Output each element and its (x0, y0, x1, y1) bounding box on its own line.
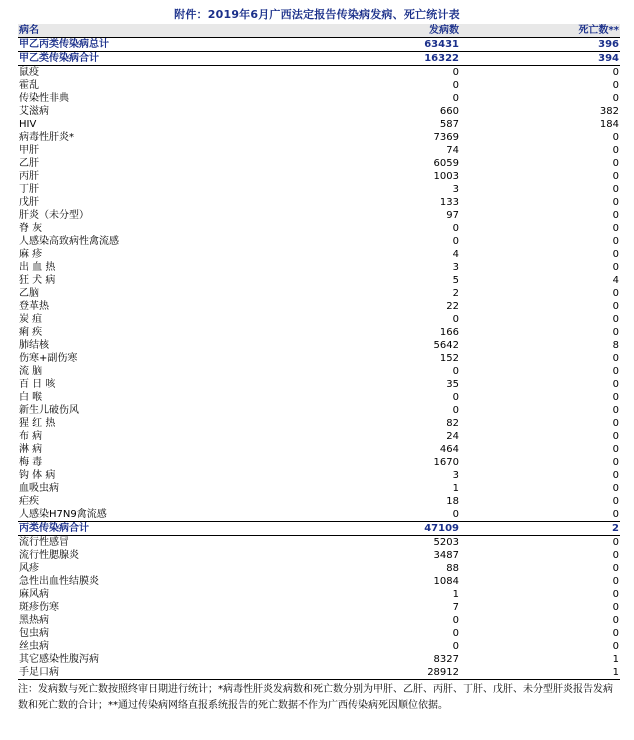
disease-name-cell: 淋 病 (19, 444, 43, 455)
deaths-cell: 0 (612, 210, 619, 221)
disease-name-cell: 疟疾 (19, 496, 39, 507)
cases-cell: 7369 (433, 132, 459, 143)
column-header-disease: 病名 (18, 24, 336, 38)
cases-cell: 47109 (336, 522, 460, 536)
disease-name-cell: 乙脑 (19, 288, 39, 299)
disease-name-cell: 布 病 (19, 431, 43, 442)
table-row (18, 640, 620, 653)
disease-name-cell: 炭 疽 (19, 314, 43, 325)
table-row (18, 562, 620, 575)
cases-cell: 5203 (433, 537, 459, 548)
footnote: 注：发病数与死亡数按照终审日期进行统计；*病毒性肝炎发病数和死亡数分别为甲肝、乙肝、丙肝、丁肝、戊肝、未分型肝炎报告发病数和死亡数的合计；**通过传染病网络直报系统报告的死亡数据不作为广西传染病死因顺位依据。 (18, 684, 613, 711)
cases-cell: 1084 (433, 576, 459, 587)
deaths-cell: 0 (612, 576, 619, 587)
deaths-cell: 0 (612, 158, 619, 169)
table-row (18, 313, 620, 326)
table-row (18, 38, 620, 52)
deaths-cell: 396 (460, 38, 620, 52)
cases-cell: 63431 (336, 38, 460, 52)
cases-cell: 0 (452, 366, 459, 377)
cases-cell: 35 (446, 379, 459, 390)
cases-cell: 74 (446, 145, 459, 156)
disease-name-cell: 伤寒+副伤寒 (19, 353, 78, 364)
cases-cell: 2 (452, 288, 459, 299)
cases-cell: 166 (439, 327, 459, 338)
table-row (18, 430, 620, 443)
cases-cell: 8327 (433, 654, 459, 665)
table-row (18, 144, 620, 157)
table-row (18, 365, 620, 378)
cases-cell: 16322 (336, 52, 460, 66)
cases-cell: 5 (452, 275, 459, 286)
disease-name-cell: 戊肝 (19, 197, 39, 208)
deaths-cell: 0 (612, 496, 619, 507)
deaths-cell: 0 (612, 509, 619, 520)
disease-name-cell: 狂 犬 病 (19, 275, 56, 286)
table-row (18, 118, 620, 131)
disease-name-cell: 肺结核 (19, 340, 49, 351)
table-row (18, 495, 620, 508)
deaths-cell: 0 (612, 470, 619, 481)
cases-cell: 0 (452, 628, 459, 639)
table-row (18, 508, 620, 522)
cases-cell: 0 (452, 392, 459, 403)
disease-name-cell: 鼠疫 (18, 66, 336, 80)
table-row (18, 52, 620, 66)
table-row (18, 522, 620, 536)
disease-name-cell: 流行性腮腺炎 (19, 550, 79, 561)
deaths-cell: 1 (460, 666, 620, 680)
disease-name-cell: 登革热 (19, 301, 49, 312)
disease-name-cell: 梅 毒 (19, 457, 43, 468)
cases-cell: 0 (336, 66, 460, 80)
disease-name-cell: 白 喉 (19, 392, 43, 403)
disease-name-cell: 包虫病 (19, 628, 49, 639)
deaths-cell: 382 (599, 106, 619, 117)
deaths-cell: 0 (612, 262, 619, 273)
cases-cell: 18 (446, 496, 459, 507)
table-row (18, 404, 620, 417)
disease-name-cell: 霍乱 (19, 80, 39, 91)
disease-name-cell: 猩 红 热 (19, 418, 56, 429)
cases-cell: 1 (452, 483, 459, 494)
cases-cell: 28912 (336, 666, 460, 680)
disease-name-cell: 甲肝 (19, 145, 39, 156)
table-row (18, 588, 620, 601)
cases-cell: 3487 (433, 550, 459, 561)
disease-name-cell: 丙肝 (19, 171, 39, 182)
table-row (18, 575, 620, 588)
deaths-cell: 4 (612, 275, 619, 286)
deaths-cell: 0 (612, 288, 619, 299)
deaths-cell: 0 (612, 405, 619, 416)
cases-cell: 0 (452, 509, 459, 520)
table-row (18, 653, 620, 666)
deaths-cell: 0 (612, 537, 619, 548)
disease-name-cell: 丝虫病 (19, 641, 49, 652)
table-row (18, 378, 620, 391)
disease-name-cell: HIV (19, 119, 37, 130)
cases-cell: 133 (439, 197, 459, 208)
cases-cell: 587 (439, 119, 459, 130)
deaths-cell: 0 (612, 223, 619, 234)
disease-name-cell: 流 脑 (19, 366, 43, 377)
deaths-cell: 0 (612, 550, 619, 561)
cases-cell: 3 (452, 470, 459, 481)
deaths-cell: 0 (612, 589, 619, 600)
disease-name-cell: 血吸虫病 (19, 483, 59, 494)
disease-name-cell: 钩 体 病 (19, 470, 56, 481)
table-row (18, 456, 620, 469)
deaths-cell: 0 (612, 93, 619, 104)
deaths-cell: 0 (612, 171, 619, 182)
deaths-cell: 8 (612, 340, 619, 351)
disease-name-cell: 出 血 热 (19, 262, 56, 273)
disease-name-cell: 甲乙丙类传染病总计 (18, 38, 336, 52)
table-row (18, 536, 620, 550)
table-row (18, 248, 620, 261)
table-body (18, 38, 620, 680)
table-row (18, 183, 620, 196)
disease-name-cell: 丁肝 (19, 184, 39, 195)
table-row (18, 92, 620, 105)
deaths-cell: 2 (460, 522, 620, 536)
deaths-cell: 0 (612, 563, 619, 574)
disease-name-cell: 丙类传染病合计 (18, 522, 336, 536)
table-row (18, 170, 620, 183)
deaths-cell: 0 (612, 301, 619, 312)
deaths-cell: 0 (612, 197, 619, 208)
deaths-cell: 0 (612, 249, 619, 260)
table-row (18, 417, 620, 430)
cases-cell: 0 (452, 236, 459, 247)
cases-cell: 7 (452, 602, 459, 613)
table-row (18, 196, 620, 209)
cases-cell: 0 (452, 93, 459, 104)
deaths-cell: 0 (612, 353, 619, 364)
table-row (18, 222, 620, 235)
cases-cell: 22 (446, 301, 459, 312)
cases-cell: 464 (439, 444, 459, 455)
disease-name-cell: 病毒性肝炎* (19, 132, 74, 143)
table-row (18, 627, 620, 640)
cases-cell: 4 (452, 249, 459, 260)
deaths-cell: 0 (612, 431, 619, 442)
table-row (18, 443, 620, 456)
table-row (18, 666, 620, 680)
disease-statistics-table (18, 24, 620, 680)
deaths-cell: 0 (612, 366, 619, 377)
deaths-cell: 0 (612, 314, 619, 325)
cases-cell: 1670 (433, 457, 459, 468)
table-row (18, 300, 620, 313)
deaths-cell: 0 (612, 444, 619, 455)
deaths-cell: 0 (612, 132, 619, 143)
deaths-cell: 0 (612, 615, 619, 626)
column-header-deaths: 死亡数** (460, 24, 620, 38)
disease-name-cell: 人感染H7N9禽流感 (19, 509, 107, 520)
table-row (18, 261, 620, 274)
cases-cell: 1 (452, 589, 459, 600)
cases-cell: 0 (452, 223, 459, 234)
deaths-cell: 0 (612, 418, 619, 429)
disease-name-cell: 乙肝 (19, 158, 39, 169)
table-row (18, 614, 620, 627)
disease-name-cell: 新生儿破伤风 (19, 405, 79, 416)
disease-name-cell: 麻 疹 (19, 249, 43, 260)
deaths-cell: 0 (612, 392, 619, 403)
table-row (18, 326, 620, 339)
disease-name-cell: 风疹 (19, 563, 39, 574)
table-row (18, 339, 620, 352)
cases-cell: 0 (452, 80, 459, 91)
cases-cell: 0 (452, 314, 459, 325)
table-row (18, 105, 620, 118)
table-row (18, 287, 620, 300)
table-row (18, 352, 620, 365)
cases-cell: 97 (446, 210, 459, 221)
disease-name-cell: 流行性感冒 (19, 537, 69, 548)
table-row (18, 209, 620, 222)
disease-name-cell: 其它感染性腹泻病 (19, 654, 99, 665)
disease-name-cell: 甲乙类传染病合计 (18, 52, 336, 66)
cases-cell: 3 (452, 262, 459, 273)
table-row (18, 131, 620, 144)
deaths-cell: 0 (612, 641, 619, 652)
cases-cell: 5642 (433, 340, 459, 351)
table-row (18, 79, 620, 92)
cases-cell: 152 (439, 353, 459, 364)
disease-name-cell: 黑热病 (19, 615, 49, 626)
table-row (18, 482, 620, 495)
cases-cell: 0 (452, 405, 459, 416)
deaths-cell: 0 (612, 483, 619, 494)
cases-cell: 24 (446, 431, 459, 442)
cases-cell: 82 (446, 418, 459, 429)
cases-cell: 660 (439, 106, 459, 117)
deaths-cell: 0 (612, 80, 619, 91)
deaths-cell: 0 (612, 236, 619, 247)
deaths-cell: 0 (460, 66, 620, 80)
disease-name-cell: 斑疹伤寒 (19, 602, 59, 613)
disease-name-cell: 痢 疾 (19, 327, 43, 338)
deaths-cell: 1 (612, 654, 619, 665)
disease-name-cell: 传染性非典 (19, 93, 69, 104)
table-row (18, 66, 620, 80)
cases-cell: 0 (452, 615, 459, 626)
table-row (18, 601, 620, 614)
table-row (18, 469, 620, 482)
document-title: 附件：2019年6月广西法定报告传染病发病、死亡统计表 (174, 8, 460, 21)
deaths-cell: 394 (460, 52, 620, 66)
deaths-cell: 184 (599, 119, 619, 130)
table-row (18, 235, 620, 248)
disease-name-cell: 艾滋病 (19, 106, 49, 117)
deaths-cell: 0 (612, 327, 619, 338)
deaths-cell: 0 (612, 379, 619, 390)
cases-cell: 1003 (433, 171, 459, 182)
deaths-cell: 0 (612, 457, 619, 468)
deaths-cell: 0 (612, 628, 619, 639)
table-row (18, 391, 620, 404)
column-header-cases: 发病数 (336, 24, 460, 38)
disease-name-cell: 人感染高致病性禽流感 (19, 236, 119, 247)
disease-name-cell: 脊 灰 (19, 223, 43, 234)
disease-name-cell: 麻风病 (19, 589, 49, 600)
table-row (18, 549, 620, 562)
table-row (18, 274, 620, 287)
cases-cell: 6059 (433, 158, 459, 169)
disease-name-cell: 手足口病 (18, 666, 336, 680)
cases-cell: 0 (452, 641, 459, 652)
cases-cell: 88 (446, 563, 459, 574)
deaths-cell: 0 (612, 184, 619, 195)
disease-name-cell: 百 日 咳 (19, 379, 56, 390)
table-header-row (18, 24, 620, 38)
table-row (18, 157, 620, 170)
disease-name-cell: 肝炎（未分型） (19, 210, 89, 221)
cases-cell: 3 (452, 184, 459, 195)
deaths-cell: 0 (612, 602, 619, 613)
disease-name-cell: 急性出血性结膜炎 (19, 576, 99, 587)
deaths-cell: 0 (612, 145, 619, 156)
